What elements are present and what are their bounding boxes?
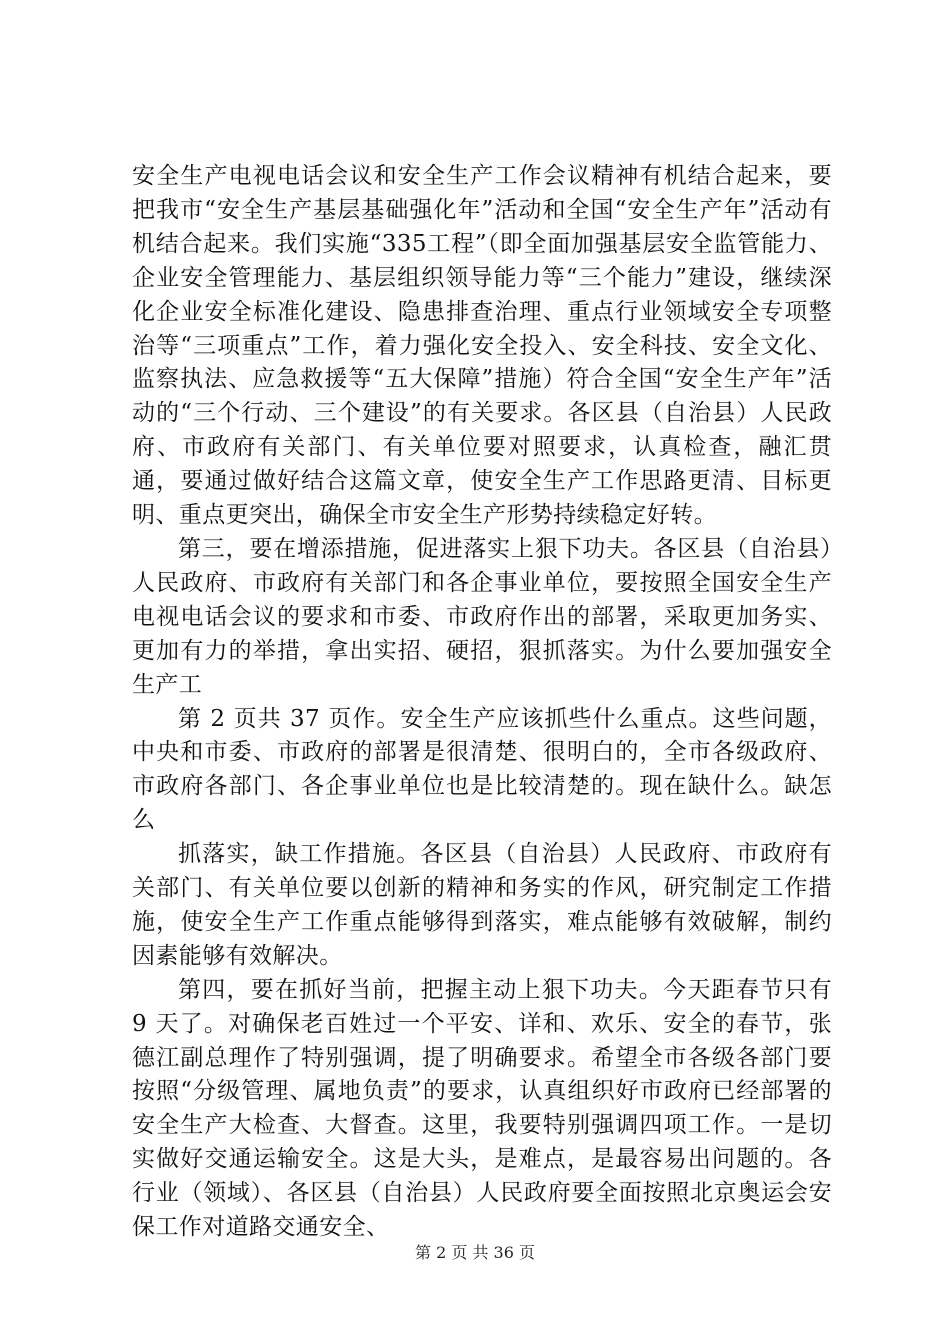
page-footer: 第 2 页 共 36 页 — [415, 1243, 535, 1262]
document-body — [132, 160, 832, 1245]
paragraph-2: 第三，要在增添措施，促进落实上狠下功夫。各区县（自治县）人民政府、市政府有关部门和各企事业单位，要按照全国安全生产电视电话会议的要求和市委、市政府作出的部署，采取更加务实、更加有力的举措，拿出实招、硬招，狠抓落实。为什么要加强安全生产工 — [132, 535, 832, 698]
paragraph-3: 第 2 页共 37 页作。安全生产应该抓些什么重点。这些问题，中央和市委、市政府的部署是很清楚、很明白的，全市各级政府、市政府各部门、各企事业单位也是比较清楚的。现在缺什么。缺怎么 — [132, 705, 832, 834]
paragraph-5: 第四，要在抓好当前，把握主动上狠下功夫。今天距春节只有 9 天了。对确保老百姓过一个平安、详和、欢乐、安全的春节，张德江副总理作了特别强调，提了明确要求。希望全市各级各部门要按照“分级管理、属地负责”的要求，认真组织好市政府已经部署的安全生产大检查、大督查。这里，我要特别强调四项工作。一是切实做好交通运输安全。这是大头，是难点，是最容易出问题的。各行业（领域）、各区县（自治县）人民政府要全面按照北京奥运会安保工作对道路交通安全、 — [132, 976, 832, 1241]
paragraph-4: 抓落实，缺工作措施。各区县（自治县）人民政府、市政府有关部门、有关单位要以创新的精神和务实的作风，研究制定工作措施，使安全生产工作重点能够得到落实，难点能够有效破解，制约因素能够有效解决。 — [132, 841, 832, 969]
paragraph-1: 安全生产电视电话会议和安全生产工作会议精神有机结合起来，要把我市“安全生产基层基础强化年”活动和全国“安全生产年”活动有机结合起来。我们实施“335工程”（即全面加强基层安全监管能力、企业安全管理能力、基层组织领导能力等“三个能力”建设，继续深化企业安全标准化建设、隐患排查治理、重点行业领域安全专项整治等“三项重点”工作，着力强化安全投入、安全科技、安全文化、监察执法、应急救援等“五大保障”措施）符合全国“安全生产年”活动的“三个行动、三个建设”的有关要求。各区县（自治县）人民政府、市政府有关部门、有关单位要对照要求，认真检查，融汇贯通，要通过做好结合这篇文章，使安全生产工作思路更清、目标更明、重点更突出，确保全市安全生产形势持续稳定好转。 — [132, 163, 832, 529]
